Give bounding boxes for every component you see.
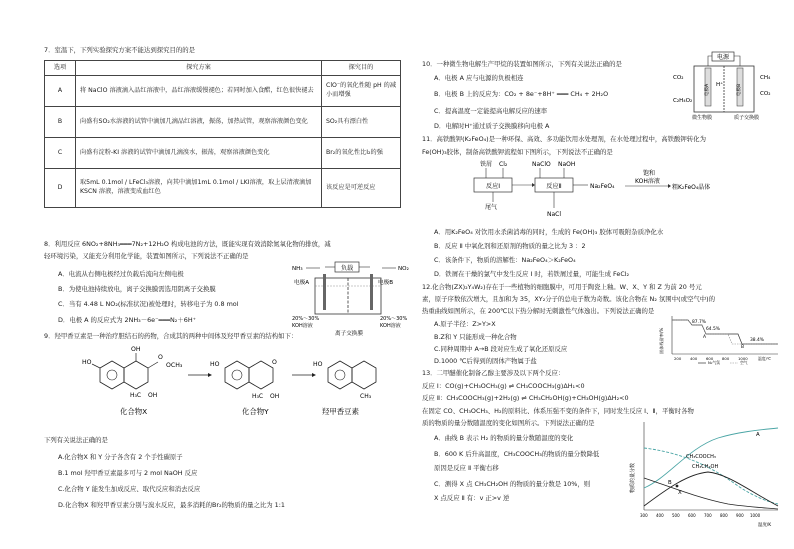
electrode-b-label: 电极B [378,280,394,286]
q11-option-d: D．铁屑在干燥的氯气中发生反应 Ⅰ 时，若铁屑过量，可能生成 FeCl₂ [434,270,630,278]
q8-option-c: C．当有 4.48 L NO₂(标准状况)被处理时，转移电子为 0.8 mol [58,300,239,308]
q13-label-ch3cooch3: CH₃COOCH₃ [686,454,716,460]
hymecromone-ch3: CH₃ [360,393,372,400]
reaction-arrowhead-2 [312,373,316,377]
compound-x-bond [92,364,100,368]
h-plus-label: H⁺ [716,82,724,88]
q11-stem-line2: Fe(OH)₃胶体，制备高铁酸钾流程如下图所示，下列说法不正确的是 [422,148,613,156]
q12-thermogravimetric-chart [660,314,782,364]
q11-option-a: A．用K₂FeO₄ 对饮用水杀菌消毒的同时，生成的 Fe(OH)₃ 胶体可吸附杂质净化水 [434,228,664,236]
table-row [45,76,401,107]
q12-stem-line1: 12.化合物(ZX)₂Y₄W₂)存在于一些植物的细胞膜中，可用于陶瓷上釉。W、X、Y 和 Z 为前 20 号元 [422,283,702,291]
q13-tick-900: 900 [736,513,744,518]
q12-value-1: 87.7% [692,320,706,325]
wire-right [734,56,740,66]
electrode-a-label: 电极A [294,280,310,286]
q10-option-b: B．电极 B 上的反应为：CO₂ + 8e⁻+8H⁺ ═══ CH₄ + 2H₂O [434,90,609,98]
wire-left [708,56,712,66]
q10-stem: 10．一种微生物电解生产甲烷的装置如图所示，下列有关说法正确的是 [422,60,622,68]
flow-koh-label: KOH溶液 [635,178,660,185]
electrode-b [370,274,373,310]
compound-y-oh: OH [270,393,280,400]
q13-curve-ch3ch2oh [644,472,778,506]
q9-option-b: B.1 mol 羟甲香豆素最多可与 2 mol NaOH 反应 [58,469,198,477]
q13-tick-600: 600 [688,513,696,518]
q13-reaction-2: 反应 Ⅱ：CH₃COOCH₃(g)+2H₂(g) ⇌ CH₃CH₂OH(g)+CH₃OH(g)ΔH₂<0 [422,394,629,402]
q12-value-2: 64.5% [706,327,720,332]
q13-tick-1000: 1000 [750,513,761,518]
q7-header-option: 选项 [45,61,76,76]
q13-point-x-marker [676,485,679,488]
q9-stem: 9．羟甲香豆素是一种治疗胆结石的药物，合成其的两种中间体及羟甲香豆素的结构如下： [44,332,298,340]
q13-ylabel: 物质的量分数 [630,462,636,493]
compound-x-ring [124,361,148,389]
q8-stem-line2: 轻环境污染，又能充分利用化学能，装置如图所示，下列说法不正确的是 [44,252,249,260]
q13-tick-300: 300 [640,513,648,518]
flow-final-label: 粗K₂FeO₄晶体 [672,184,711,191]
q7-row-plan: 取5mL 0.1mol / LFeCl₃溶液，向其中滴加1mL 0.1mol / LKI溶液，取上层清液滴加KSCN 溶液，溶液变成血红色 [76,169,322,208]
q9-option-a: A.化合物X 和 Y 分子各含有 2 个手性碳原子 [58,453,183,461]
q12-tick-600: 600 [706,356,714,361]
q13-tick-800: 800 [720,513,728,518]
q7-row-option: B [45,107,76,138]
compound-x-och3: OCH₃ [166,362,183,369]
q12-tick-1000: 1000 [738,356,748,361]
q13-tick-700: 700 [704,513,712,518]
q13-xlabel: 温度/K [758,523,772,528]
q11-flowchart [440,158,730,228]
q13-option-a: A．曲线 B 表示 H₂ 的物质的量分数随温度的变化 [434,434,574,442]
compound-x-bond [148,362,158,368]
q7-header-plan: 探究方案 [76,61,322,76]
electrode-b-label: 电极B [737,83,742,97]
ch4-label: CH₄ [760,75,771,81]
q13-label-ch3ch2oh: CH₃CH₂OH [692,464,719,470]
q12-option-d: D.1000 ℃后得到的固体产物属于盐 [434,357,537,365]
q12-point-b: B [741,345,745,350]
compound-x-oh-2: OH [148,392,158,399]
microbe-membrane-label: 微生物膜 [692,115,713,121]
hymecromone-pyranone-ring [352,361,376,389]
q13-desc-line2: 质的物质的量分数随温度的变化如图所示。下列说法正确的是 [422,419,595,427]
q7-table [44,60,401,208]
q12-tick-800: 800 [722,356,730,361]
q12-value-3: 38.4% [750,338,764,343]
flow-tail-label: 尾气 [485,204,498,211]
q13-tick-500: 500 [672,513,680,518]
koh-right-label: 20%～30% [380,316,408,322]
q12-tick-400: 400 [690,356,698,361]
compound-x-benzene-ring [100,361,124,389]
flow-naclo-label: NaClO [532,161,551,168]
compound-y-ring [249,361,273,389]
koh-right-label-2: KOH溶液 [380,323,401,329]
power-label: 电源 [716,54,730,61]
q13-stem: 13．二甲醚催化制备乙醇主要涉及以下两个反应： [422,369,565,377]
hymecromone-label: 羟甲香豆素 [322,407,359,416]
q12-legend-n2: N₂气氛 [708,360,720,365]
compound-x-oh: OH [131,346,141,353]
q13-option-c-cont: X 点反应 Ⅱ 有：v 正>v 逆 [434,494,510,502]
q7-row-plan: 将 NaClO 溶液滴入品红溶液中，品红溶液缓慢褪色；若同时加入食醋，红色很快褪去 [76,76,322,107]
compound-y-benzene-ring [225,361,249,389]
compound-y-aromatic-circle [232,370,242,380]
compound-y-h3c: H₃C [252,393,264,400]
hymecromone-benzene-ring [328,361,352,389]
q13-option-b-cont: 原因是反应 Ⅱ 平衡右移 [434,464,499,472]
koh-left-label: 20%～30% [292,316,320,322]
co2-left-label: CO₂ [673,75,684,81]
hymecromone-ho: HO [313,361,323,368]
q7-row-plan: 向盛有淀粉-KI 溶液的试管中滴加几滴溴水，振荡，观察溶液颜色变化 [76,138,322,169]
q12-option-a: A.原子半径：Z>Y>X [434,320,496,328]
q13-curve-ch3cooch3 [644,478,778,509]
reaction-arrowhead-1 [208,373,212,377]
q7-row-option: C [45,138,76,169]
q13-option-c: C．测得 X 点 CH₃CH₂OH 的物质的量分数是 10%，则 [434,480,591,488]
nh3-label: NH₃ [292,266,303,272]
q10-option-c: C．提高温度一定能提高电解反应的速率 [434,107,548,115]
q12-stem-line3: 热重曲线如图所示，在 200℃以下热分解时无刺激性气体逸出。下列说法正确的是 [422,307,655,315]
q13-label-a: A [756,432,760,438]
table-row [45,107,401,138]
compound-x-aromatic-circle [107,370,117,380]
q13-option-b: B．600 K 后升高温度，CH₃COOCH₃的物质的量分数降低 [434,450,600,458]
q7-stem: 7．室温下，下列实验探究方案不能达到探究目的的是 [44,46,196,54]
q11-option-c: C．该条件下，物质的溶解性：Na₂FeO₄＞K₂FeO₄ [434,256,576,264]
q12-ylabel: 固体残留率/% [659,327,664,354]
q11-option-b: B．反应 Ⅱ 中氧化剂和还原剂的物质的量之比为 3 ：2 [434,242,586,250]
q12-tick-200: 200 [674,356,682,361]
q7-row-goal: ClO⁻的氧化性随 pH 的减小而增强 [322,76,401,107]
compound-y-ho: HO [210,361,220,368]
q13-label-x: X [678,490,682,496]
q10-electrolysis-figure [672,50,782,122]
q7-row-goal: Br₂的氧化性比I₂的强 [322,138,401,169]
q9-structures-figure [60,340,380,422]
c2h4o2-label: C₂H₄O₂ [673,98,693,104]
flow-nacl-label: NaCl [547,211,562,218]
compound-y-label: 化合物Y [242,407,269,416]
reactor-2-label: 反应Ⅱ [546,183,562,190]
q9-option-d: D.化合物X 和羟甲香豆素分别与溴水反应，最多消耗的Br₂的物质的量之比为 1:1 [58,501,285,509]
membrane-label: 质子交换膜 [734,115,760,121]
q7-header-goal: 探究目的 [322,61,401,76]
table-row [45,169,401,208]
flow-iron-label: 铁屑 [480,161,493,168]
compound-x-o: O [158,354,163,361]
q7-row-goal: 该反应是可逆反应 [322,169,401,208]
compound-x-h3c: H₃C [130,392,142,399]
q13-desc-line1: 在固定 CO、CH₃OCH₃、H₂的原料比、体系压强不变的条件下，同时发生反应 Ⅰ、Ⅱ，平衡时各物 [422,407,694,415]
q12-legend-air: 空气 [740,360,748,365]
q8-stem-line1: 8．利用反应 6NO₂+8NH₃═══7N₂+12H₂O 构成电池的方法，既能实现有效消除氮氧化物的排放，减 [44,240,331,248]
q8-battery-figure [290,260,412,340]
flow-saturated-label: 饱和 [643,170,656,177]
q10-option-a: A．电极 A 应与电源的负极相连 [434,74,524,82]
flow-arrowhead [532,183,535,187]
no2-label: NO₂ [398,266,409,272]
flow-naoh-label: NaOH [558,161,576,168]
q8-option-a: A．电流从右侧电极经过负载后流向左侧电极 [58,270,184,278]
electrode-a-label: 电极A [705,83,710,97]
flow-arrowhead [668,184,671,188]
electrode-a [323,274,326,310]
q7-row-goal: SO₂具有漂白性 [322,107,401,138]
q8-option-b: B．为使电池持续放电，离子交换膜需选用阴离子交换膜 [58,285,216,293]
q11-stem-line1: 11．高铁酸钾(K₂FeO₄)是一种环保、高效、多功能饮用水处理剂，在水处理过程中，高铁酸钾转化为 [422,135,706,143]
q12-stem-line2: 素，原子序数依次增大，且加和为 35，XY₂分子的总电子数为奇数。该化合物在 N₂ 氛围中(或空气中)的 [422,295,716,303]
load-label: 负载 [340,265,354,272]
q7-row-plan: 向盛有SO₂水溶液的试管中滴加几滴品红溶液，振荡，加热试管，观察溶液颜色变化 [76,107,322,138]
q12-point-a: A [703,335,707,340]
membrane-label: 离子交换膜 [335,331,363,337]
q7-row-option: A [45,76,76,107]
flow-product-label: Na₂FeO₄ [590,183,615,190]
q9-option-c: C.化合物 Y 能发生加成反应、取代反应和消去反应 [58,485,201,493]
table-row [45,138,401,169]
q13-tick-400: 400 [656,513,664,518]
q13-reaction-1: 反应 Ⅰ：CO(g)+CH₃OCH₃(g) ⇌ CH₃COOCH₃(g)ΔH₁<0 [422,382,585,390]
q12-option-b: B.Z和 Y 只能形成一种化合物 [434,333,517,341]
q12-xlabel: 温度/℃ [758,356,772,361]
reactor-1-label: 反应Ⅰ [485,183,501,190]
hymecromone-aromatic-circle [335,370,345,380]
co2-right-label: CO₂ [760,91,771,97]
koh-left-label-2: KOH溶液 [292,323,313,329]
q10-option-d: D．电解时H⁺通过质子交换膜移向电极 A [434,122,550,130]
compound-x-ho: HO [82,359,92,366]
q13-mole-fraction-chart [628,418,784,530]
q13-label-b: B [668,480,672,486]
compound-y-o: O [272,359,277,366]
compound-x-label: 化合物X [120,407,148,416]
flow-cl2-label: Cl₂ [499,161,508,168]
q8-option-d: D．电极 A 的反应式为 2NH₃－6e⁻═══N₂＋6H⁺ [58,316,197,324]
q9-question: 下列有关说法正确的是 [44,436,108,444]
q12-option-c: C.同种周期中 A→B 段对应生成了氧化还原反应 [434,345,568,353]
q7-row-option: D [45,169,76,208]
q7-header-row [45,61,401,76]
